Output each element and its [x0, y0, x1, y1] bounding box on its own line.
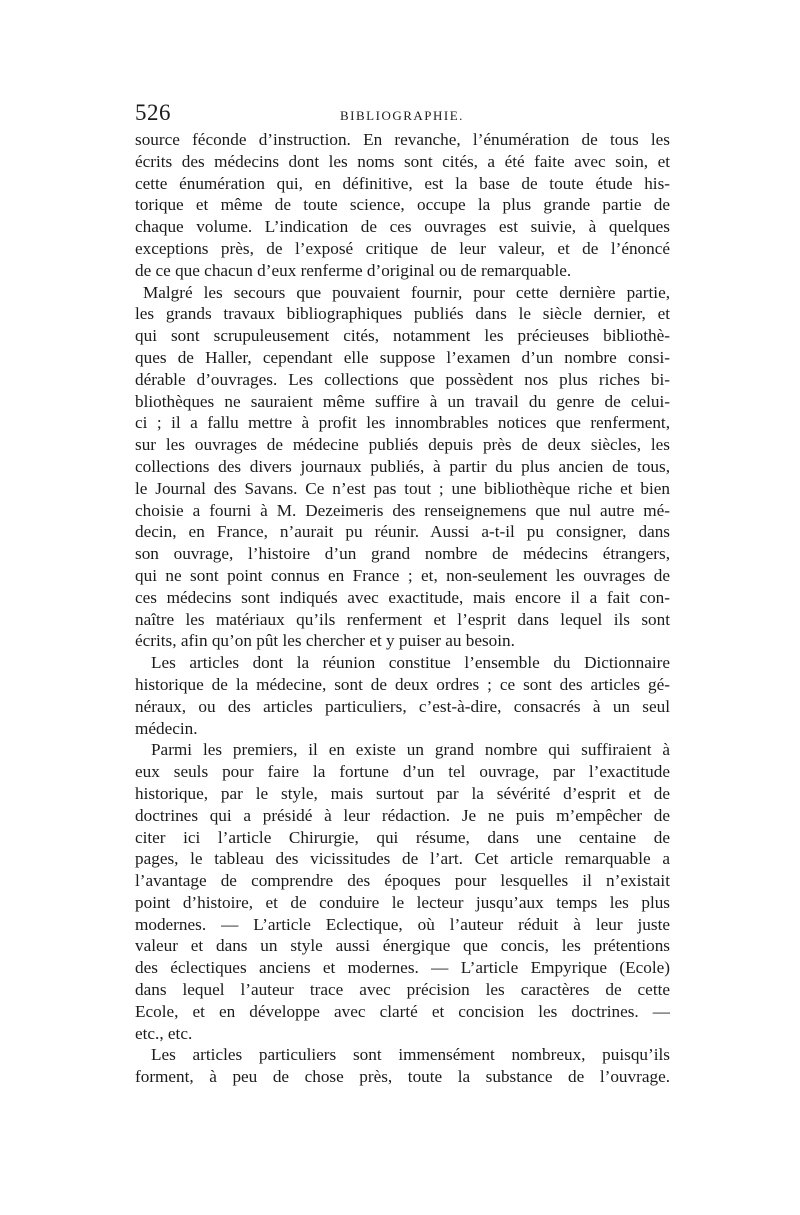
text-line: exceptions près, de l’exposé critique de leur valeur, et de l’énoncé	[135, 238, 670, 258]
text-line: Les articles particuliers sont immensément nombreux, puisqu’ils	[151, 1045, 670, 1065]
text-line: dans lequel l’auteur trace avec précision les caractères de cette	[135, 980, 670, 1000]
text-line: modernes. — L’article Eclectique, où l’auteur réduit à leur juste	[135, 914, 670, 934]
text-line: Les articles dont la réunion constitue l’ensemble du Dictionnaire	[151, 653, 670, 673]
text-line: valeur et dans un style aussi énergique que concis, les prétentions	[135, 936, 670, 956]
text-line: le Journal des Savans. Ce n’est pas tout ; une bibliothèque riche et bien	[135, 478, 670, 498]
text-line: decin, en France, n’aurait pu réunir. Aussi a-t-il pu consigner, dans	[135, 522, 670, 542]
page-number: 526	[135, 100, 171, 125]
text-line: ques de Haller, cependant elle suppose l’examen d’un nombre consi-	[135, 347, 670, 367]
text-line: historique de la médecine, sont de deux ordres ; ce sont des articles gé-	[135, 674, 670, 694]
text-line: source féconde d’instruction. En revanche, l’énumération de tous les	[135, 130, 670, 149]
text-line: eux seuls pour faire la fortune d’un tel ouvrage, par l’exactitude	[135, 762, 670, 782]
text-line: qui ne sont point connus en France ; et, non-seulement les ouvrages de	[135, 565, 670, 585]
text-line: pages, le tableau des vicissitudes de l’art. Cet article remarquable a	[135, 849, 670, 869]
running-head	[135, 100, 670, 130]
text-line: naître les matériaux qu’ils renferment et l’esprit dans lequel ils sont	[135, 609, 670, 629]
running-title: BIBLIOGRAPHIE.	[340, 108, 464, 123]
text-line: les grands travaux bibliographiques publiés dans le siècle dernier, et	[135, 304, 670, 324]
text-line: l’avantage de comprendre des époques pour lesquelles il n’existait	[135, 871, 670, 891]
text-line: son ouvrage, l’histoire d’un grand nombre de médecins étrangers,	[135, 544, 670, 564]
text-line: qui sont scrupuleusement cités, notamment les précieuses bibliothè-	[135, 326, 670, 346]
text-line: cette énumération qui, en définitive, est la base de toute étude his-	[135, 173, 670, 193]
text-line: Malgré les secours que pouvaient fournir, pour cette dernière partie,	[143, 282, 670, 302]
text-line: de ce que chacun d’eux renferme d’original ou de remarquable.	[135, 260, 572, 280]
text-line: etc., etc.	[135, 1023, 193, 1043]
text-line: choisie a fourni à M. Dezeimeris des renseignemens que nul autre mé-	[135, 500, 670, 520]
text-line: ci ; il a fallu mettre à profit les innombrables notices que renferment,	[135, 413, 670, 433]
text-line: néraux, ou des articles particuliers, c’est-à-dire, consacrés à un seul	[135, 696, 670, 716]
text-line: ces médecins sont indiqués avec exactitude, mais encore il a fait con-	[135, 587, 670, 607]
text-line: forment, à peu de chose près, toute la substance de l’ouvrage.	[135, 1067, 670, 1087]
text-line: chaque volume. L’indication de ces ouvrages est suivie, à quelques	[135, 217, 670, 237]
text-line: sur les ouvrages de médecine publiés depuis près de deux siècles, les	[135, 435, 670, 455]
text-line: écrits, afin qu’on pût les chercher et y puiser au besoin.	[135, 631, 515, 651]
text-line: point d’histoire, et de conduire le lecteur jusqu’aux temps les plus	[135, 892, 670, 912]
text-line: Parmi les premiers, il en existe un grand nombre qui suffiraient à	[151, 740, 670, 760]
text-line: torique et même de toute science, occupe la plus grande partie de	[135, 195, 670, 215]
text-line: historique, par le style, mais surtout par la sévérité d’esprit et de	[135, 783, 670, 803]
text-line: dérable d’ouvrages. Les collections que possèdent nos plus riches bi-	[135, 369, 670, 389]
text-line: citer ici l’article Chirurgie, qui résume, dans une centaine de	[135, 827, 670, 847]
body-text	[135, 129, 670, 1088]
text-line: Ecole, et en développe avec clarté et concision les doctrines. —	[135, 1001, 670, 1021]
text-line: médecin.	[135, 718, 198, 738]
text-line: écrits des médecins dont les noms sont cités, a été faite avec soin, et	[135, 151, 670, 171]
text-line: doctrines qui a présidé à leur rédaction. Je ne puis m’empêcher de	[135, 805, 670, 825]
text-line: bliothèques ne sauraient même suffire à un travail du genre de celui-	[135, 391, 670, 411]
text-line: collections des divers journaux publiés, à partir du plus ancien de tous,	[135, 456, 670, 476]
text-line: des éclectiques anciens et modernes. — L’article Empyrique (Ecole)	[135, 958, 670, 978]
